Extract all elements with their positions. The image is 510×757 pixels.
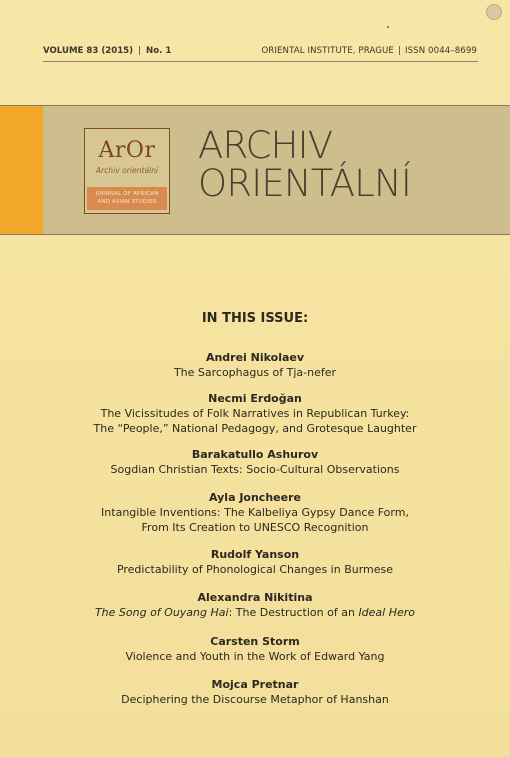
volume-separator: | — [138, 46, 141, 56]
article-author: Barakatullo Ashurov — [191, 448, 319, 461]
issn: ISSN 0044–8699 — [404, 46, 477, 56]
toc-entry — [0, 391, 510, 436]
article-title: Intangible Inventions: The Kalbeliya Gypsy Dance Form, — [101, 506, 409, 519]
toc-entry — [0, 677, 510, 707]
logo-subtitle: Archiv orientální — [95, 166, 159, 175]
issue-heading: IN THIS ISSUE: — [201, 311, 309, 326]
article-title: The Sarcophagus of Tja-nefer — [173, 366, 337, 379]
toc-entry — [0, 590, 510, 620]
article-title-italic-part: The Song of Ouyang Hai — [94, 606, 229, 619]
article-author: Ayla Joncheere — [209, 491, 301, 504]
issue-number: No. 1 — [146, 46, 172, 56]
article-author: Andrei Nikolaev — [205, 351, 305, 364]
article-author: Alexandra Nikitina — [197, 591, 313, 604]
article-author: Carsten Storm — [210, 635, 300, 648]
article-title-cont: From Its Creation to UNESCO Recognition — [141, 521, 369, 534]
article-title — [0, 605, 510, 620]
article-title-roman-part: : The Destruction of an — [228, 606, 359, 619]
logo-band — [87, 187, 167, 210]
journal-title — [198, 124, 412, 205]
article-author: Mojca Pretnar — [211, 678, 299, 691]
publisher-info — [261, 44, 477, 58]
toc-entry — [0, 447, 510, 477]
orange-accent-stripe — [0, 106, 43, 234]
volume-label: VOLUME 83 (2015) — [43, 46, 134, 56]
print-speck — [387, 26, 389, 28]
publisher-separator: | — [397, 46, 401, 56]
logo-band-line2: AND ASIAN STUDIES — [97, 198, 157, 205]
journal-title-line2: ORIENTÁLNÍ — [198, 162, 412, 205]
masthead-line — [43, 44, 477, 58]
article-title: The Vicissitudes of Folk Narratives in Republican Turkey: — [100, 407, 410, 420]
article-title: Predictability of Phonological Changes in Burmese — [116, 563, 394, 576]
toc-entry — [0, 634, 510, 664]
masthead-rule — [43, 61, 478, 62]
toc-entry — [0, 547, 510, 577]
volume-info — [43, 44, 171, 58]
article-title: Sogdian Christian Texts: Socio-Cultural Observations — [110, 463, 400, 476]
publisher-name: ORIENTAL INSTITUTE, PRAGUE — [261, 46, 394, 56]
logo-band-line1: JOURNAL OF AFRICAN — [95, 191, 159, 197]
article-title: Deciphering the Discourse Metaphor of Hanshan — [121, 693, 389, 706]
journal-title-line1: ARCHIV — [198, 124, 333, 167]
article-title: Violence and Youth in the Work of Edward Yang — [125, 650, 385, 663]
aror-logo — [84, 128, 170, 214]
article-author: Rudolf Yanson — [210, 548, 300, 561]
corner-sticker — [486, 4, 502, 20]
article-title-italic-part: Ideal Hero — [358, 606, 416, 619]
logo-wordmark — [87, 131, 167, 187]
article-title-cont: The “People,” National Pedagogy, and Grotesque Laughter — [93, 422, 417, 435]
article-author: Necmi Erdoğan — [208, 392, 302, 405]
toc-entry — [0, 350, 510, 380]
toc-entry — [0, 490, 510, 535]
logo-abbrev: ArOr — [98, 138, 156, 163]
